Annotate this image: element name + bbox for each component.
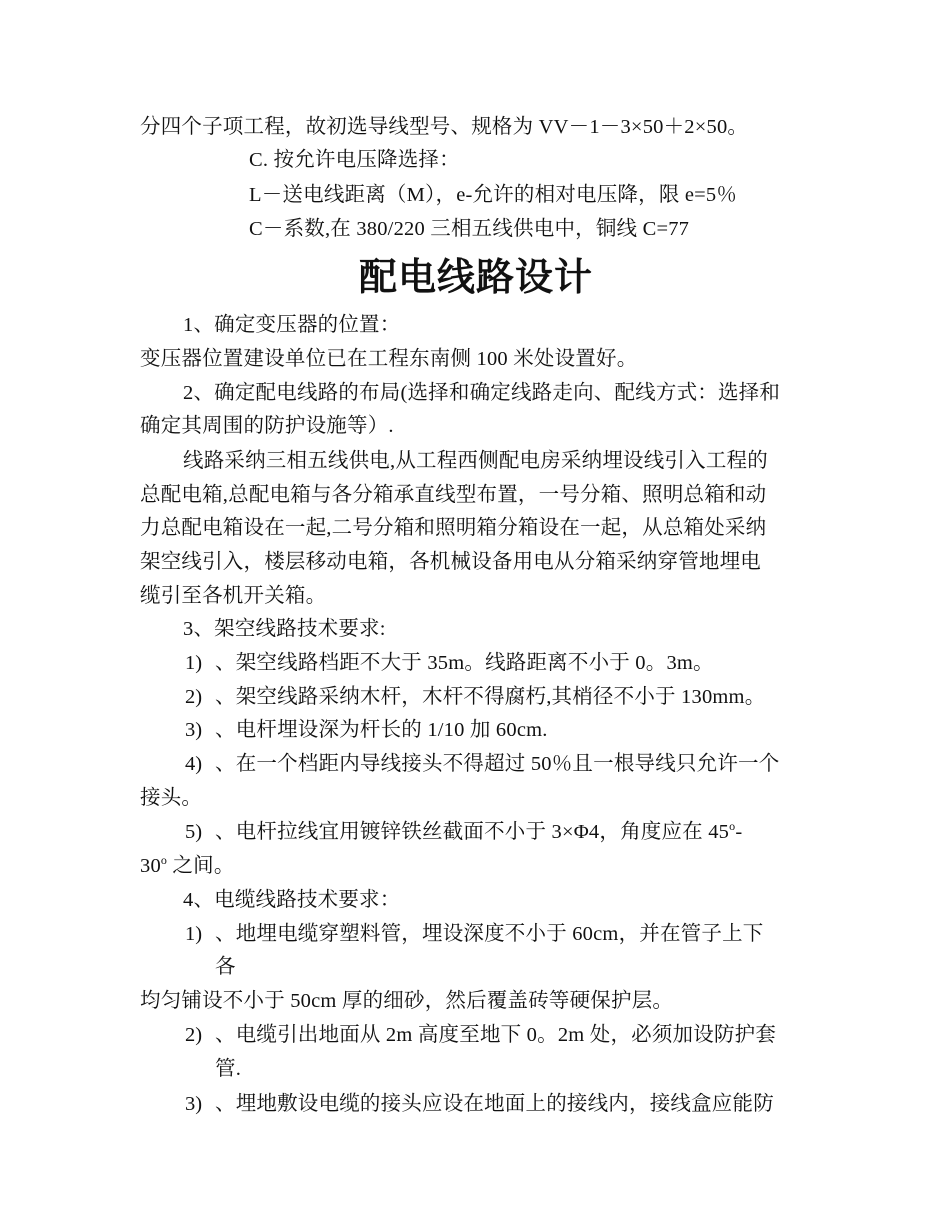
- list-item: 、电杆埋设深为杆长的 1/10 加 60cm.: [215, 719, 548, 741]
- list-number: 5): [185, 821, 203, 843]
- paragraph-line: 总配电箱,总配电箱与各分箱承直线型布置，一号分箱、照明总箱和动: [140, 484, 767, 506]
- paragraph-line: 分四个子项工程，故初选导线型号、规格为 VV－1－3×50＋2×50。: [140, 116, 749, 138]
- list-item-wrap: 管.: [215, 1058, 242, 1080]
- list-item: 、地埋电缆穿塑料管，埋设深度不小于 60cm，并在管子上下: [215, 923, 764, 945]
- heading-1: 1、确定变压器的位置：: [183, 314, 401, 336]
- list-number: 1): [185, 652, 203, 674]
- list-item-continued: 均匀铺设不小于 50cm 厚的细砂，然后覆盖砖等硬保护层。: [140, 990, 674, 1012]
- list-item-continued: 接头。: [140, 787, 203, 809]
- list-number: 2): [185, 686, 203, 708]
- list-item: 、电缆引出地面从 2m 高度至地下 0。2m 处，必须加设防护套: [215, 1024, 777, 1046]
- list-number: 3): [185, 719, 203, 741]
- definition-l: L－送电线距离（M），e-允许的相对电压降，限 e=5％: [249, 184, 738, 206]
- list-number: 3): [185, 1093, 203, 1115]
- paragraph-line: 变压器位置建设单位已在工程东南侧 100 米处设置好。: [140, 348, 638, 370]
- subheading-c: C. 按允许电压降选择：: [249, 149, 460, 171]
- definition-c: C－系数,在 380/220 三相五线供电中，铜线 C=77: [249, 218, 690, 240]
- list-item: 、在一个档距内导线接头不得超过 50％且一根导线只允许一个: [215, 753, 780, 775]
- section-title: 配电线路设计: [358, 255, 593, 299]
- paragraph-line: 架空线引入，楼层移动电箱，各机械设备用电从分箱采纳穿管地埋电: [140, 551, 761, 573]
- heading-2-continued: 确定其周围的防护设施等）.: [140, 415, 394, 437]
- list-item: 、埋地敷设电缆的接头应设在地面上的接线内，接线盒应能防: [215, 1093, 774, 1115]
- list-number: 1): [185, 923, 203, 945]
- list-item-continued: 30$^o$ 之间。: [140, 853, 235, 877]
- list-item-wrap: 各: [215, 956, 236, 978]
- heading-2: 2、确定配电线路的布局(选择和确定线路走向、配线方式：选择和: [183, 382, 781, 404]
- list-number: 4): [185, 753, 203, 775]
- list-item: 、架空线路采纳木杆，木杆不得腐朽,其梢径不小于 130mm。: [215, 686, 766, 708]
- paragraph-line: 线路采纳三相五线供电,从工程西侧配电房采纳埋设线引入工程的: [183, 450, 768, 472]
- heading-4: 4、电缆线路技术要求：: [183, 889, 401, 911]
- paragraph-line: 力总配电箱设在一起,二号分箱和照明箱分箱设在一起，从总箱处采纳: [140, 517, 767, 539]
- list-item: 、架空线路档距不大于 35m。线路距离不小于 0。3m。: [215, 652, 714, 674]
- heading-3: 3、架空线路技术要求:: [183, 618, 386, 640]
- list-number: 2): [185, 1024, 203, 1046]
- list-item: 、电杆拉线宜用镀锌铁丝截面不小于 3×Φ4，角度应在 45$^o$-: [215, 819, 743, 843]
- paragraph-line: 缆引至各机开关箱。: [140, 585, 327, 607]
